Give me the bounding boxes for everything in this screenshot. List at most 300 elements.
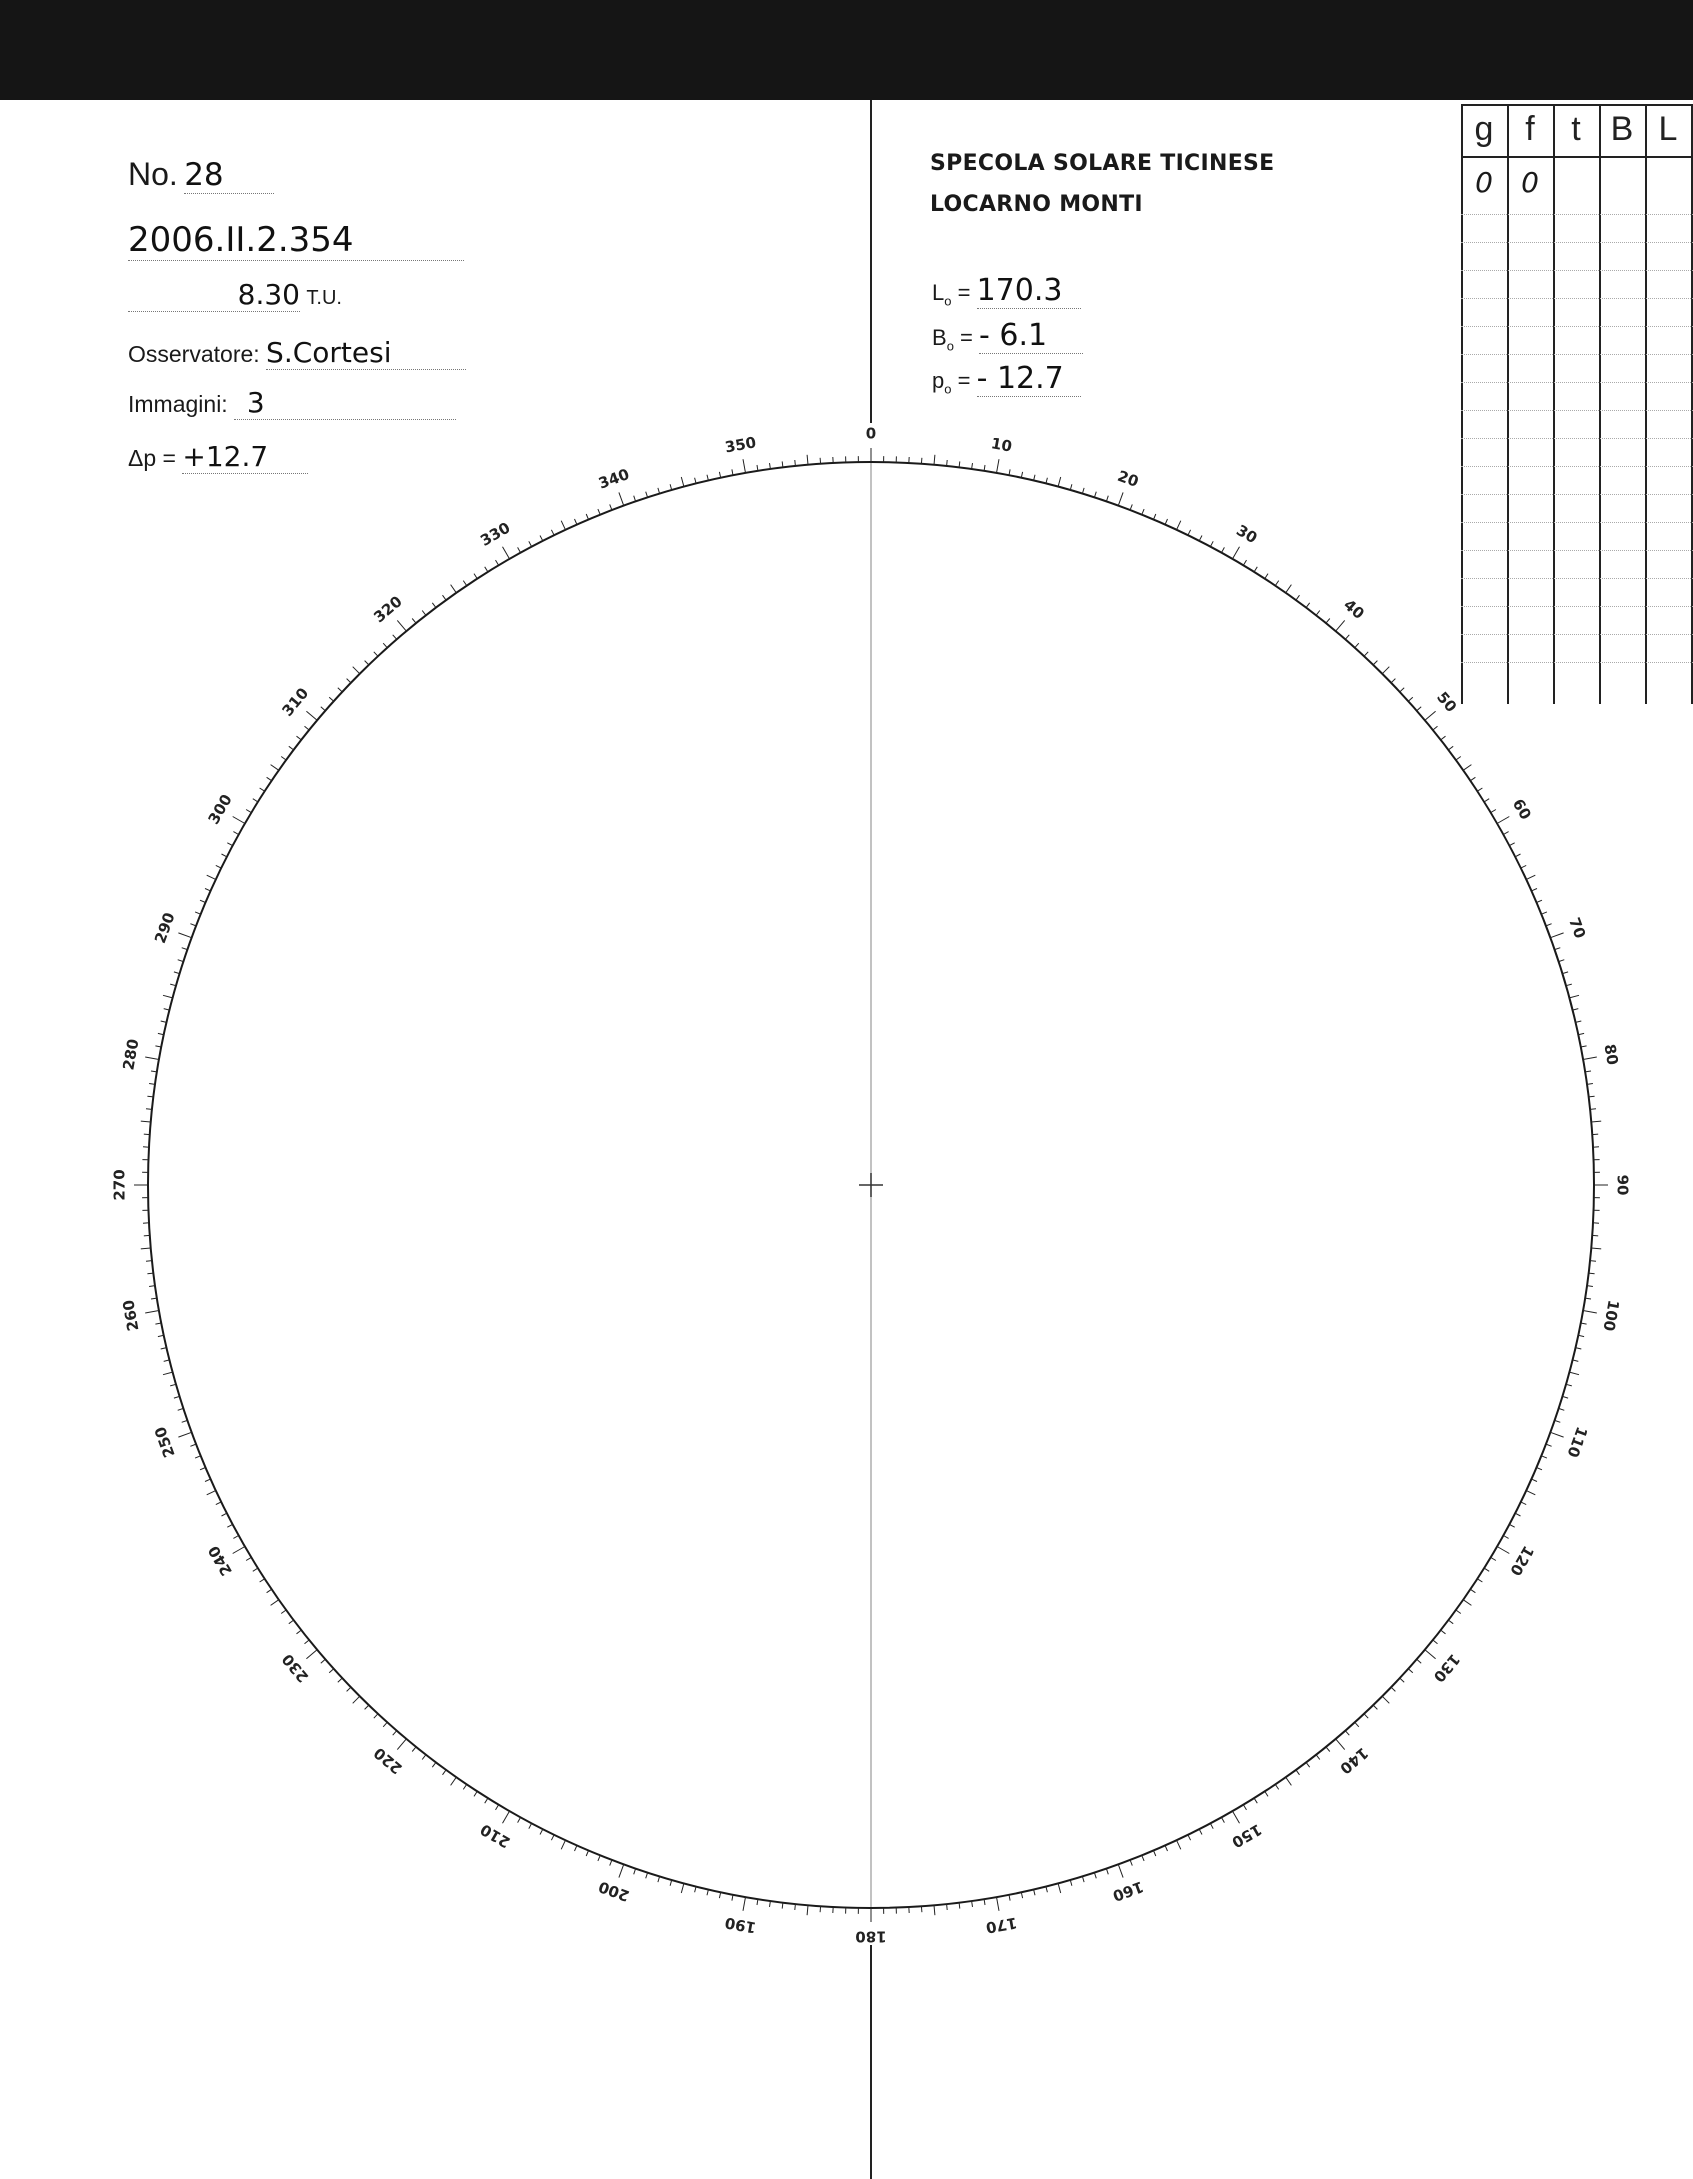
dial-tick: [1082, 1876, 1084, 1882]
dial-tick: [289, 1620, 294, 1624]
dial-tick: [1165, 1846, 1167, 1852]
dial-label-330: 330: [477, 518, 514, 550]
L0-subscript: o: [944, 293, 952, 309]
dial-tick: [271, 1600, 279, 1606]
dial-tick: [1306, 1762, 1310, 1767]
dial-tick: [353, 1696, 360, 1703]
dial-tick: [158, 1033, 164, 1034]
dial-tick: [598, 1855, 600, 1861]
table-cell-g: 0: [1475, 166, 1493, 199]
dial-tick: [149, 1286, 155, 1287]
dial-tick: [1569, 1372, 1579, 1375]
dial-tick: [463, 581, 466, 586]
dial-tick: [1550, 933, 1563, 938]
dial-tick: [1569, 995, 1579, 998]
dial-tick: [1589, 1096, 1595, 1097]
dial-tick: [329, 1669, 334, 1673]
dial-tick: [374, 1714, 378, 1718]
dial-tick: [397, 1739, 406, 1750]
dial-tick: [1562, 972, 1568, 974]
dial-tick: [646, 492, 648, 498]
dial-label-320: 320: [370, 592, 406, 627]
dial-tick: [1509, 1524, 1514, 1527]
dial-label-80: 80: [1600, 1042, 1622, 1067]
B0-equals: =: [960, 325, 973, 350]
dial-label-140: 140: [1336, 1743, 1372, 1778]
dial-tick: [1583, 1311, 1597, 1314]
dial-tick: [1503, 832, 1508, 835]
dial-tick: [1589, 1273, 1595, 1274]
dial-tick: [174, 972, 180, 974]
dial-tick: [1326, 619, 1330, 624]
dial-tick: [289, 746, 294, 750]
dial-tick: [147, 1273, 153, 1274]
dial-tick: [719, 472, 720, 478]
dial-tick: [233, 1536, 238, 1539]
dial-tick: [1441, 736, 1446, 740]
dial-tick: [141, 1248, 151, 1249]
dial-tick: [1417, 707, 1422, 711]
dial-label-350: 350: [723, 433, 758, 457]
dial-tick: [707, 475, 708, 481]
dial-tick: [267, 1589, 272, 1592]
dial-tick: [695, 1887, 697, 1893]
dial-tick: [1587, 1084, 1593, 1085]
dial-tick: [227, 1524, 232, 1527]
dial-tick: [743, 1897, 746, 1911]
dial-tick: [297, 1630, 302, 1634]
dial-tick: [161, 1021, 167, 1022]
dial-label-220: 220: [370, 1743, 406, 1778]
dial-tick: [338, 1678, 342, 1682]
dial-tick: [1306, 603, 1310, 608]
dial-tick: [1210, 541, 1213, 546]
dial-tick: [1391, 679, 1395, 683]
dial-tick: [347, 1687, 351, 1691]
images-label: Immagini:: [128, 391, 228, 417]
dial-tick: [1559, 960, 1565, 962]
dial-tick: [393, 635, 397, 640]
dial-tick: [575, 519, 577, 525]
dial-tick: [997, 1897, 1000, 1911]
dial-tick: [610, 504, 612, 510]
dial-tick: [383, 1722, 387, 1727]
dial-tick: [1477, 1579, 1482, 1582]
dial-label-100: 100: [1599, 1298, 1623, 1333]
dial-label-0: 0: [865, 424, 877, 443]
dial-tick: [972, 463, 973, 469]
dial-tick: [1336, 620, 1345, 631]
dial-tick: [670, 1880, 672, 1886]
dial-tick: [422, 611, 426, 616]
dial-tick: [397, 620, 406, 631]
dial-tick: [1021, 1892, 1022, 1898]
dial-tick: [1118, 492, 1123, 505]
dial-tick: [634, 1869, 636, 1875]
dial-label-270: 270: [110, 1169, 129, 1201]
dial-tick: [164, 1009, 170, 1011]
dial-tick: [575, 1846, 577, 1852]
dial-tick: [155, 1323, 161, 1324]
dial-tick: [658, 488, 660, 494]
dial-tick: [1546, 1444, 1552, 1446]
dial-tick: [782, 461, 783, 467]
dial-tick: [1345, 635, 1349, 640]
dial-tick: [1578, 1335, 1584, 1336]
dial-tick: [443, 1770, 447, 1775]
dial-tick: [610, 1860, 612, 1866]
dial-tick: [1382, 667, 1389, 674]
dial-tick: [297, 736, 302, 740]
images-value: 3: [246, 386, 265, 419]
dial-tick: [1058, 477, 1061, 487]
dial-tick: [1094, 1873, 1096, 1879]
dial-tick: [1491, 1557, 1496, 1560]
dial-tick: [503, 1811, 510, 1823]
dial-tick: [1456, 1610, 1461, 1614]
dial-tick: [634, 496, 636, 502]
dial-tick: [432, 1762, 436, 1767]
dial-label-120: 120: [1506, 1542, 1538, 1579]
dial-tick: [207, 875, 216, 879]
dial-tick: [216, 865, 221, 868]
dial-tick: [1296, 1770, 1300, 1775]
dial-tick: [496, 1805, 499, 1810]
dial-label-180: 180: [855, 1927, 887, 1946]
dial-tick: [1515, 854, 1520, 857]
dial-tick: [485, 1798, 488, 1803]
dial-tick: [1070, 1880, 1072, 1886]
dial-tick: [253, 799, 258, 802]
dial-tick: [305, 726, 310, 730]
p0-label: p: [932, 368, 945, 393]
dial-tick: [1021, 472, 1022, 478]
dial-tick: [1592, 1134, 1598, 1135]
dial-tick: [383, 643, 387, 648]
dial-tick: [144, 1134, 150, 1135]
dial-tick: [586, 514, 588, 520]
dial-tick: [1275, 1784, 1278, 1789]
dial-tick: [518, 547, 521, 552]
dial-label-170: 170: [984, 1913, 1019, 1937]
dial-tick: [1576, 1348, 1582, 1349]
delta-p-value: +12.7: [182, 440, 269, 473]
dial-tick: [770, 1901, 771, 1907]
p0-value: - 12.7: [976, 361, 1064, 396]
dial-label-20: 20: [1115, 466, 1141, 491]
dial-tick: [1573, 1009, 1579, 1011]
dial-tick: [1254, 567, 1257, 572]
dial-tick: [1336, 1739, 1345, 1750]
dial-label-250: 250: [151, 1424, 179, 1460]
dial-label-110: 110: [1563, 1424, 1591, 1460]
dial-tick: [1034, 475, 1035, 481]
dial-tick: [1177, 521, 1181, 530]
dial-tick: [1463, 1600, 1471, 1606]
dial-tick: [1591, 1248, 1601, 1249]
dial-tick: [1550, 1432, 1563, 1437]
dial-tick: [807, 1905, 808, 1915]
dial-tick: [934, 1905, 935, 1915]
dial-tick: [1400, 1678, 1404, 1682]
dial-label-10: 10: [989, 434, 1014, 456]
dial-tick: [1345, 1731, 1349, 1736]
dial-tick: [1566, 984, 1572, 986]
dial-tick: [561, 521, 565, 530]
dial-tick: [233, 1547, 245, 1554]
dial-tick: [463, 1784, 466, 1789]
dial-tick: [782, 1903, 783, 1909]
dial-label-90: 90: [1613, 1174, 1632, 1196]
dial-tick: [1009, 469, 1010, 475]
dial-tick: [1576, 1021, 1582, 1022]
dial-tick: [1058, 1883, 1061, 1893]
dial-label-210: 210: [477, 1820, 514, 1852]
dial-tick: [1566, 1384, 1572, 1386]
dial-tick: [1587, 1286, 1593, 1287]
dial-tick: [145, 1057, 159, 1060]
dial-tick: [182, 948, 188, 950]
dial-tick: [551, 530, 554, 535]
dial-tick: [474, 1791, 477, 1796]
dial-tick: [972, 1901, 973, 1907]
dial-tick: [1559, 1408, 1565, 1410]
dial-tick: [1355, 643, 1359, 648]
date-value: 2006.II.2.354: [128, 220, 354, 260]
dial-tick: [921, 458, 922, 464]
dial-tick: [155, 1046, 161, 1047]
dial-tick: [412, 1747, 416, 1752]
L0-equals: =: [957, 280, 971, 305]
dial-tick: [1094, 492, 1096, 498]
dial-tick: [503, 547, 510, 559]
dial-tick: [1034, 1890, 1035, 1896]
dial-tick: [353, 667, 360, 674]
dial-tick: [1070, 484, 1072, 490]
dial-tick: [1456, 757, 1461, 761]
dial-tick: [1521, 865, 1526, 868]
dial-tick: [1590, 1109, 1596, 1110]
table-cell-f: 0: [1521, 166, 1539, 199]
dial-tick: [1408, 697, 1413, 701]
table-header-B: B: [1610, 110, 1634, 148]
dial-label-230: 230: [278, 1650, 313, 1686]
observatory-name: SPECOLA SOLARE TICINESE: [930, 151, 1275, 176]
dial-tick: [246, 810, 251, 813]
dial-tick: [216, 1502, 221, 1505]
dial-tick: [1477, 788, 1482, 791]
dial-tick: [807, 455, 808, 465]
dial-tick: [732, 469, 733, 475]
table-header-t: t: [1571, 110, 1581, 148]
dial-tick: [518, 1817, 521, 1822]
dial-tick: [1364, 652, 1368, 656]
dial-tick: [1243, 560, 1246, 565]
dial-tick: [1275, 581, 1278, 586]
dial-tick: [795, 1904, 796, 1910]
dial-tick: [959, 461, 960, 467]
dial-label-240: 240: [204, 1542, 236, 1579]
dial-tick: [1433, 1640, 1438, 1644]
p0-subscript: o: [944, 381, 952, 397]
dial-tick: [365, 661, 369, 665]
dial-label-40: 40: [1340, 595, 1368, 623]
dial-tick: [1130, 1860, 1132, 1866]
dial-tick: [732, 1895, 733, 1901]
dial-tick: [1373, 661, 1377, 665]
dial-tick: [529, 1823, 532, 1828]
dial-tick: [305, 1640, 310, 1644]
dial-tick: [222, 1513, 227, 1516]
dial-tick: [681, 477, 684, 487]
dial-tick: [695, 478, 697, 484]
dial-tick: [795, 460, 796, 466]
dial-tick: [222, 854, 227, 857]
dial-tick: [144, 1235, 150, 1236]
delta-p-label: Δp =: [128, 445, 176, 471]
dial-tick: [1503, 1536, 1508, 1539]
dial-tick: [1591, 1121, 1601, 1122]
dial-tick: [178, 960, 184, 962]
dial-tick: [820, 458, 821, 464]
B0-label: B: [932, 325, 947, 350]
dial-tick: [281, 757, 286, 761]
dial-tick: [178, 1408, 184, 1410]
B0-value: - 6.1: [979, 318, 1048, 353]
dial-tick: [1526, 1491, 1535, 1495]
dial-tick: [1425, 711, 1436, 720]
dial-tick: [1408, 1669, 1413, 1673]
dial-tick: [1286, 585, 1292, 593]
dial-tick: [1106, 1869, 1108, 1875]
dial-tick: [1188, 530, 1191, 535]
dial-tick: [959, 1903, 960, 1909]
dial-label-70: 70: [1565, 915, 1590, 941]
dial-tick: [1046, 478, 1048, 484]
dial-tick: [271, 765, 279, 771]
dial-tick: [1470, 1589, 1475, 1592]
dial-tick: [1590, 1261, 1596, 1262]
table-header-L: L: [1658, 110, 1678, 148]
dial-tick: [1188, 1835, 1191, 1840]
dial-label-290: 290: [151, 910, 179, 946]
dial-tick: [1484, 1568, 1489, 1571]
dial-tick: [253, 1568, 258, 1571]
record-number-value: 28: [184, 157, 224, 193]
dial-tick: [141, 1121, 151, 1122]
dial-tick: [1532, 889, 1538, 891]
dial-tick: [200, 900, 206, 902]
dial-tick: [1578, 1033, 1584, 1034]
dial-tick: [1222, 1817, 1225, 1822]
dial-tick: [934, 455, 935, 465]
dial-tick: [1233, 1811, 1240, 1823]
dial-tick: [1417, 1659, 1422, 1663]
dial-tick: [200, 1468, 206, 1470]
dial-tick: [365, 1705, 369, 1709]
dial-tick: [281, 1610, 286, 1614]
B0-subscript: o: [946, 338, 954, 354]
dial-tick: [540, 536, 543, 541]
L0-label: L: [932, 280, 945, 305]
dial-tick: [145, 1311, 159, 1314]
dial-tick: [820, 1906, 821, 1912]
dial-tick: [1497, 817, 1509, 824]
dial-tick: [1581, 1046, 1587, 1047]
dial-tick: [485, 567, 488, 572]
dial-label-200: 200: [596, 1877, 632, 1905]
dial-tick: [1222, 547, 1225, 552]
observer-value: S.Cortesi: [266, 336, 392, 369]
dial-tick: [997, 459, 1000, 473]
dial-tick: [1433, 726, 1438, 730]
dial-tick: [1541, 1456, 1547, 1458]
dial-tick: [161, 1348, 167, 1349]
dial-label-50: 50: [1433, 688, 1461, 716]
dial-tick: [1537, 900, 1543, 902]
dial-tick: [1546, 924, 1552, 926]
dial-tick: [321, 1659, 326, 1663]
dial-tick: [1441, 1630, 1446, 1634]
dial-tick: [178, 1432, 191, 1437]
dial-tick: [1296, 595, 1300, 600]
dial-tick: [1491, 810, 1496, 813]
dial-tick: [658, 1876, 660, 1882]
dial-tick: [1448, 746, 1453, 750]
dial-tick: [207, 1491, 216, 1495]
dial-tick: [743, 459, 746, 473]
dial-tick: [149, 1084, 155, 1085]
dial-label-160: 160: [1110, 1877, 1146, 1905]
observatory-location: LOCARNO MONTI: [930, 192, 1143, 217]
dial-tick: [233, 817, 245, 824]
dial-tick: [1199, 1829, 1202, 1834]
dial-tick: [598, 509, 600, 514]
dial-tick: [646, 1873, 648, 1879]
dial-tick: [947, 1904, 948, 1910]
dial-tick: [1142, 1855, 1144, 1861]
dial-tick: [1243, 1805, 1246, 1810]
dial-tick: [496, 560, 499, 565]
dial-tick: [1382, 1696, 1389, 1703]
dial-tick: [374, 652, 378, 656]
dial-tick: [190, 924, 196, 926]
dial-tick: [329, 697, 334, 701]
dial-tick: [1581, 1323, 1587, 1324]
dial-tick: [163, 995, 173, 998]
time-unit-label: T.U.: [306, 287, 342, 309]
dial-tick: [321, 707, 326, 711]
dial-tick: [432, 603, 436, 608]
dial-tick: [227, 843, 232, 846]
dial-tick: [1448, 1620, 1453, 1624]
dial-tick: [551, 1835, 554, 1840]
dial-tick: [670, 484, 672, 490]
dial-tick: [1177, 1840, 1181, 1849]
dial-tick: [146, 1261, 152, 1262]
dial-tick: [163, 1372, 173, 1375]
dial-tick: [1391, 1687, 1395, 1691]
dial-tick: [1046, 1887, 1048, 1893]
dial-tick: [1515, 1513, 1520, 1516]
dial-tick: [770, 463, 771, 469]
dial-label-300: 300: [204, 791, 236, 828]
dial-tick: [1364, 1714, 1368, 1718]
dial-tick: [474, 574, 477, 579]
dial-label-60: 60: [1508, 795, 1535, 823]
dial-tick: [338, 688, 342, 692]
dial-tick: [1537, 1468, 1543, 1470]
